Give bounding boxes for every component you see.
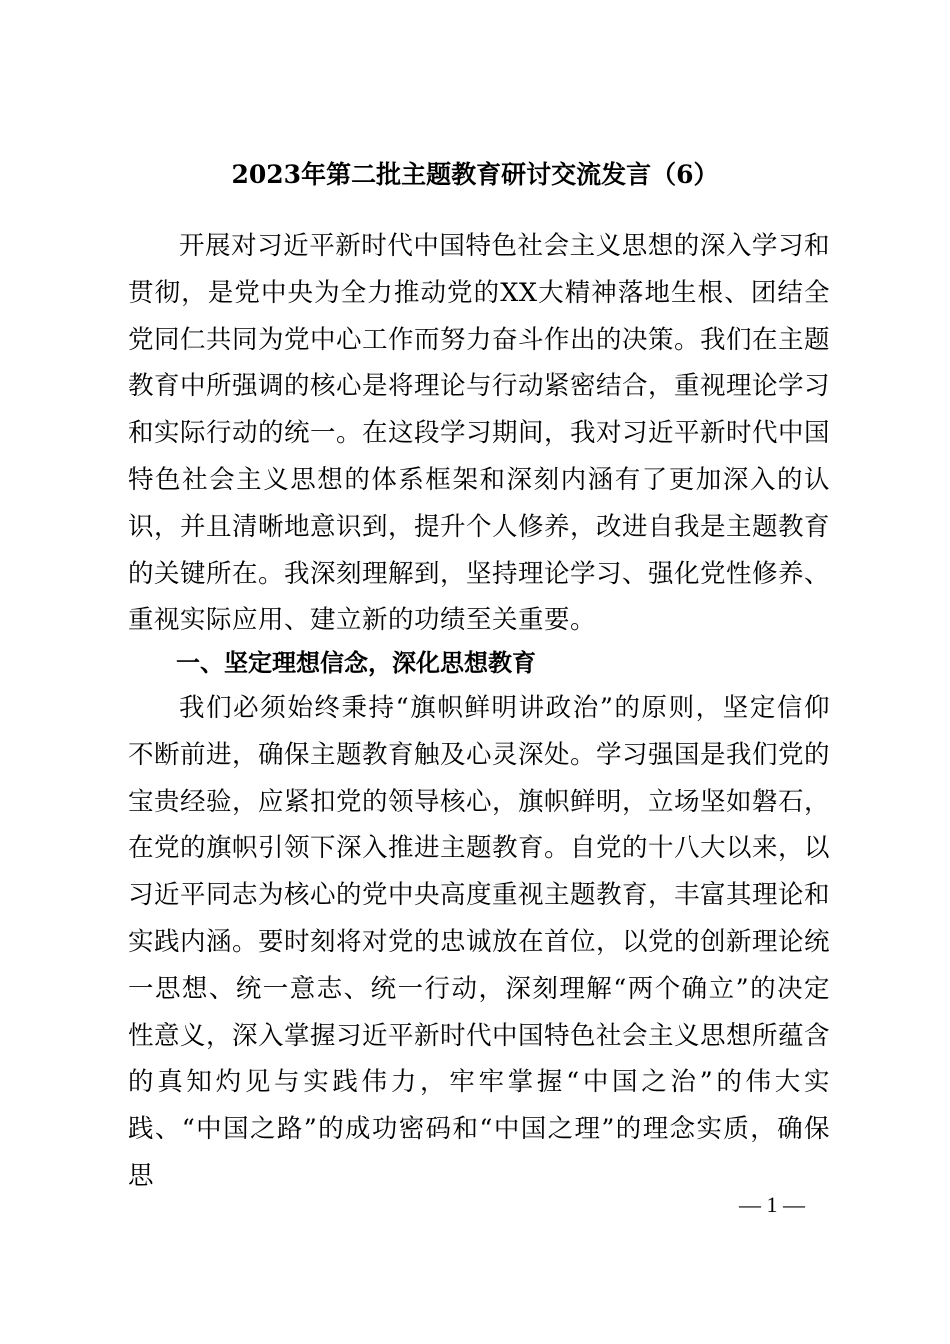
intro-paragraph: 开展对习近平新时代中国特色社会主义思想的深入学习和贯彻，是党中央为全力推动党的XX大精神落地生根、团结全党同仁共同为党中心工作而努力奋斗作出的决策。我们在主题教育中所强调的核心是将理论与行动紧密结合，重视理论学习和实际行动的统一。在这段学习期间，我对习近平新时代中国特色社会主义思想的体系框架和深刻内涵有了更加深入的认识，并且清晰地意识到，提升个人修养，改进自我是主题教育的关键所在。我深刻理解到，坚持理论学习、强化党性修养、重视实际应用、建立新的功绩至关重要。: [128, 231, 831, 636]
section-heading: 一、坚定理想信念，深化思想教育: [176, 649, 536, 677]
section-paragraph: 我们必须始终秉持“旗帜鲜明讲政治”的原则，坚定信仰不断前进，确保主题教育触及心灵深处。学习强国是我们党的宝贵经验，应紧扣党的领导核心，旗帜鲜明，立场坚如磐石，在党的旗帜引领下深入推进主题教育。自党的十八大以来，以习近平同志为核心的党中央高度重视主题教育，丰富其理论和实践内涵。要时刻将对党的忠诚放在首位，以党的创新理论统一思想、统一意志、统一行动，深刻理解“两个确立”的决定性意义，深入掌握习近平新时代中国特色社会主义思想所蕴含的真知灼见与实践伟力，牢牢掌握“中国之治”的伟大实践、“中国之路”的成功密码和“中国之理”的理念实质，确保思: [128, 693, 831, 1191]
document-title: 2023年第二批主题教育研讨交流发言（6）: [231, 160, 719, 189]
page-number: — 1 —: [739, 1192, 805, 1217]
